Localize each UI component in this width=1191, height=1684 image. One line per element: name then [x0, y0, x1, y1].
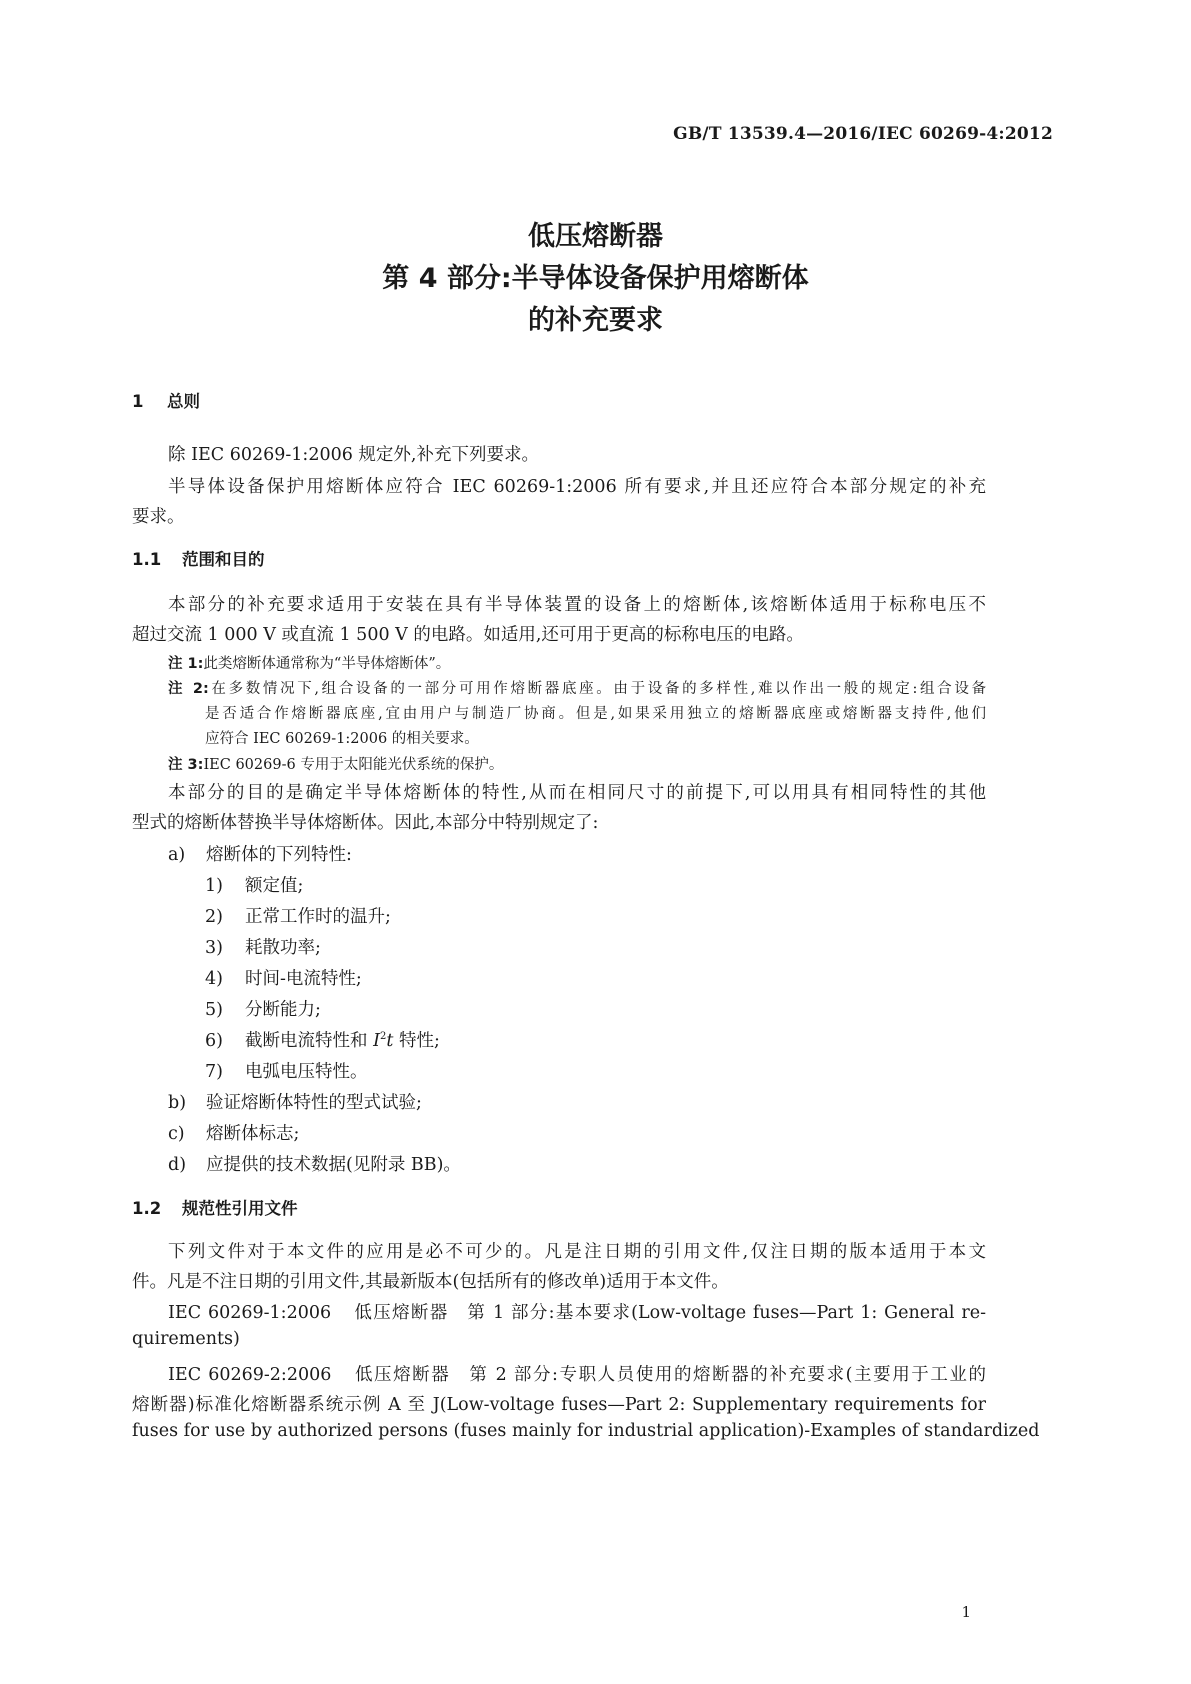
list-label: 6)	[205, 1031, 223, 1051]
list-item-d	[168, 1151, 461, 1176]
reference-code: IEC 60269-1:2006	[168, 1303, 332, 1323]
list-label: d)	[168, 1155, 187, 1175]
section-1-1-heading	[132, 546, 265, 570]
section-number: 1	[132, 392, 144, 411]
list-text: 熔断体标志;	[206, 1124, 300, 1144]
list-item-a	[168, 841, 352, 866]
note-text: IEC 60269-6 专用于太阳能光伏系统的保护。	[203, 757, 504, 773]
sub-item	[205, 872, 303, 897]
note-3	[168, 753, 503, 774]
list-text: 时间-电流特性;	[245, 969, 362, 989]
sub-item	[205, 996, 321, 1021]
list-label: 1)	[205, 876, 223, 896]
list-label: 7)	[205, 1062, 223, 1082]
list-label: 4)	[205, 969, 223, 989]
s1-2-para-1-line-2: 件。凡是不注日期的引用文件,其最新版本(包括所有的修改单)适用于本文件。	[132, 1272, 729, 1292]
s1-para-2-line-2: 要求。	[132, 507, 185, 527]
sub-item	[205, 965, 362, 990]
note-2-line-3: 应符合 IEC 60269-1:2006 的相关要求。	[205, 731, 479, 747]
list-text: 截断电流特性和	[245, 1031, 368, 1051]
section-number: 1.1	[132, 550, 162, 569]
standard-code: GB/T 13539.4—2016/IEC 60269-4:2012	[673, 124, 1053, 144]
list-text: 验证熔断体特性的型式试验;	[206, 1093, 422, 1113]
reference-code: IEC 60269-2:2006	[168, 1365, 332, 1385]
section-number: 1.2	[132, 1199, 162, 1218]
title-line-1: 低压熔断器	[528, 221, 663, 252]
sub-item	[205, 934, 321, 959]
list-text: 耗散功率;	[245, 938, 321, 958]
reference-2-line-3: fuses for use by authorized persons (fuses mainly for industrial application)-Examples of standardized	[132, 1421, 1040, 1441]
title-line-2: 第 4 部分:半导体设备保护用熔断体	[382, 263, 809, 294]
note-1	[168, 652, 450, 673]
current-symbol: I	[373, 1031, 380, 1051]
section-1-2-heading	[132, 1195, 298, 1219]
sub-item	[205, 1027, 440, 1052]
section-title: 规范性引用文件	[182, 1199, 298, 1218]
page-number: 1	[961, 1603, 971, 1621]
list-text-tail: 特性;	[399, 1031, 440, 1051]
list-text: 分断能力;	[245, 1000, 321, 1020]
s1-para-2-line-1: 半导体设备保护用熔断体应符合 IEC 60269-1:2006 所有要求,并且还应符合本部分规定的补充	[168, 477, 986, 497]
list-item-c	[168, 1120, 299, 1145]
note-text: 在多数情况下,组合设备的一部分可用作熔断器底座。由于设备的多样性,难以作出一般的规定:组合设备	[208, 681, 986, 697]
superscript: 2	[380, 1031, 387, 1043]
list-text: 额定值;	[245, 876, 304, 896]
note-text: 此类熔断体通常称为“半导体熔断体”。	[203, 656, 451, 672]
reference-title: 低压熔断器 第 2 部分:专职人员使用的熔断器的补充要求(主要用于工业的	[353, 1365, 986, 1385]
list-label: a)	[168, 845, 186, 865]
section-title: 总则	[167, 392, 200, 411]
s1-1-para-2-line-2: 型式的熔断体替换半导体熔断体。因此,本部分中特别规定了:	[132, 813, 599, 833]
list-label: b)	[168, 1093, 187, 1113]
list-label: c)	[168, 1124, 185, 1144]
note-label: 注 3:	[168, 757, 204, 773]
list-text: 熔断体的下列特性:	[206, 845, 352, 865]
sub-item	[205, 903, 391, 928]
reference-1-line-1	[168, 1299, 986, 1324]
reference-2-line-2: 熔断器)标准化熔断器系统示例 A 至 J(Low-voltage fuses—Part 2: Supplementary requirements for	[132, 1395, 986, 1415]
title-line-3: 的补充要求	[528, 305, 663, 336]
s1-1-para-1-line-2: 超过交流 1 000 V 或直流 1 500 V 的电路。如适用,还可用于更高的标称电压的电路。	[132, 625, 804, 645]
sub-item	[205, 1058, 368, 1083]
list-item-b	[168, 1089, 422, 1114]
note-label: 注 1:	[168, 656, 204, 672]
section-title: 范围和目的	[182, 550, 265, 569]
time-symbol: t	[386, 1031, 394, 1051]
reference-title: 低压熔断器 第 1 部分:基本要求(Low-voltage fuses—Part 1: General re-	[353, 1303, 986, 1323]
s1-2-para-1-line-1: 下列文件对于本文件的应用是必不可少的。凡是注日期的引用文件,仅注日期的版本适用于本文	[168, 1242, 986, 1262]
list-text: 应提供的技术数据(见附录 BB)。	[206, 1155, 461, 1175]
s1-para-1: 除 IEC 60269-1:2006 规定外,补充下列要求。	[168, 445, 539, 465]
s1-1-para-2-line-1: 本部分的目的是确定半导体熔断体的特性,从而在相同尺寸的前提下,可以用具有相同特性的其他	[168, 783, 986, 803]
section-1-heading	[132, 388, 200, 412]
s1-1-para-1-line-1: 本部分的补充要求适用于安装在具有半导体装置的设备上的熔断体,该熔断体适用于标称电压不	[168, 595, 986, 615]
reference-2-line-1	[168, 1361, 986, 1386]
list-label: 5)	[205, 1000, 223, 1020]
list-label: 3)	[205, 938, 223, 958]
note-label: 注 2:	[168, 681, 209, 697]
list-text: 电弧电压特性。	[245, 1062, 368, 1082]
note-2-line-2: 是否适合作熔断器底座,宜由用户与制造厂协商。但是,如果采用独立的熔断器底座或熔断器支持件,他们	[205, 706, 986, 722]
note-2-line-1	[168, 677, 986, 698]
list-label: 2)	[205, 907, 223, 927]
reference-1-line-2: quirements)	[132, 1329, 240, 1349]
list-text: 正常工作时的温升;	[245, 907, 391, 927]
